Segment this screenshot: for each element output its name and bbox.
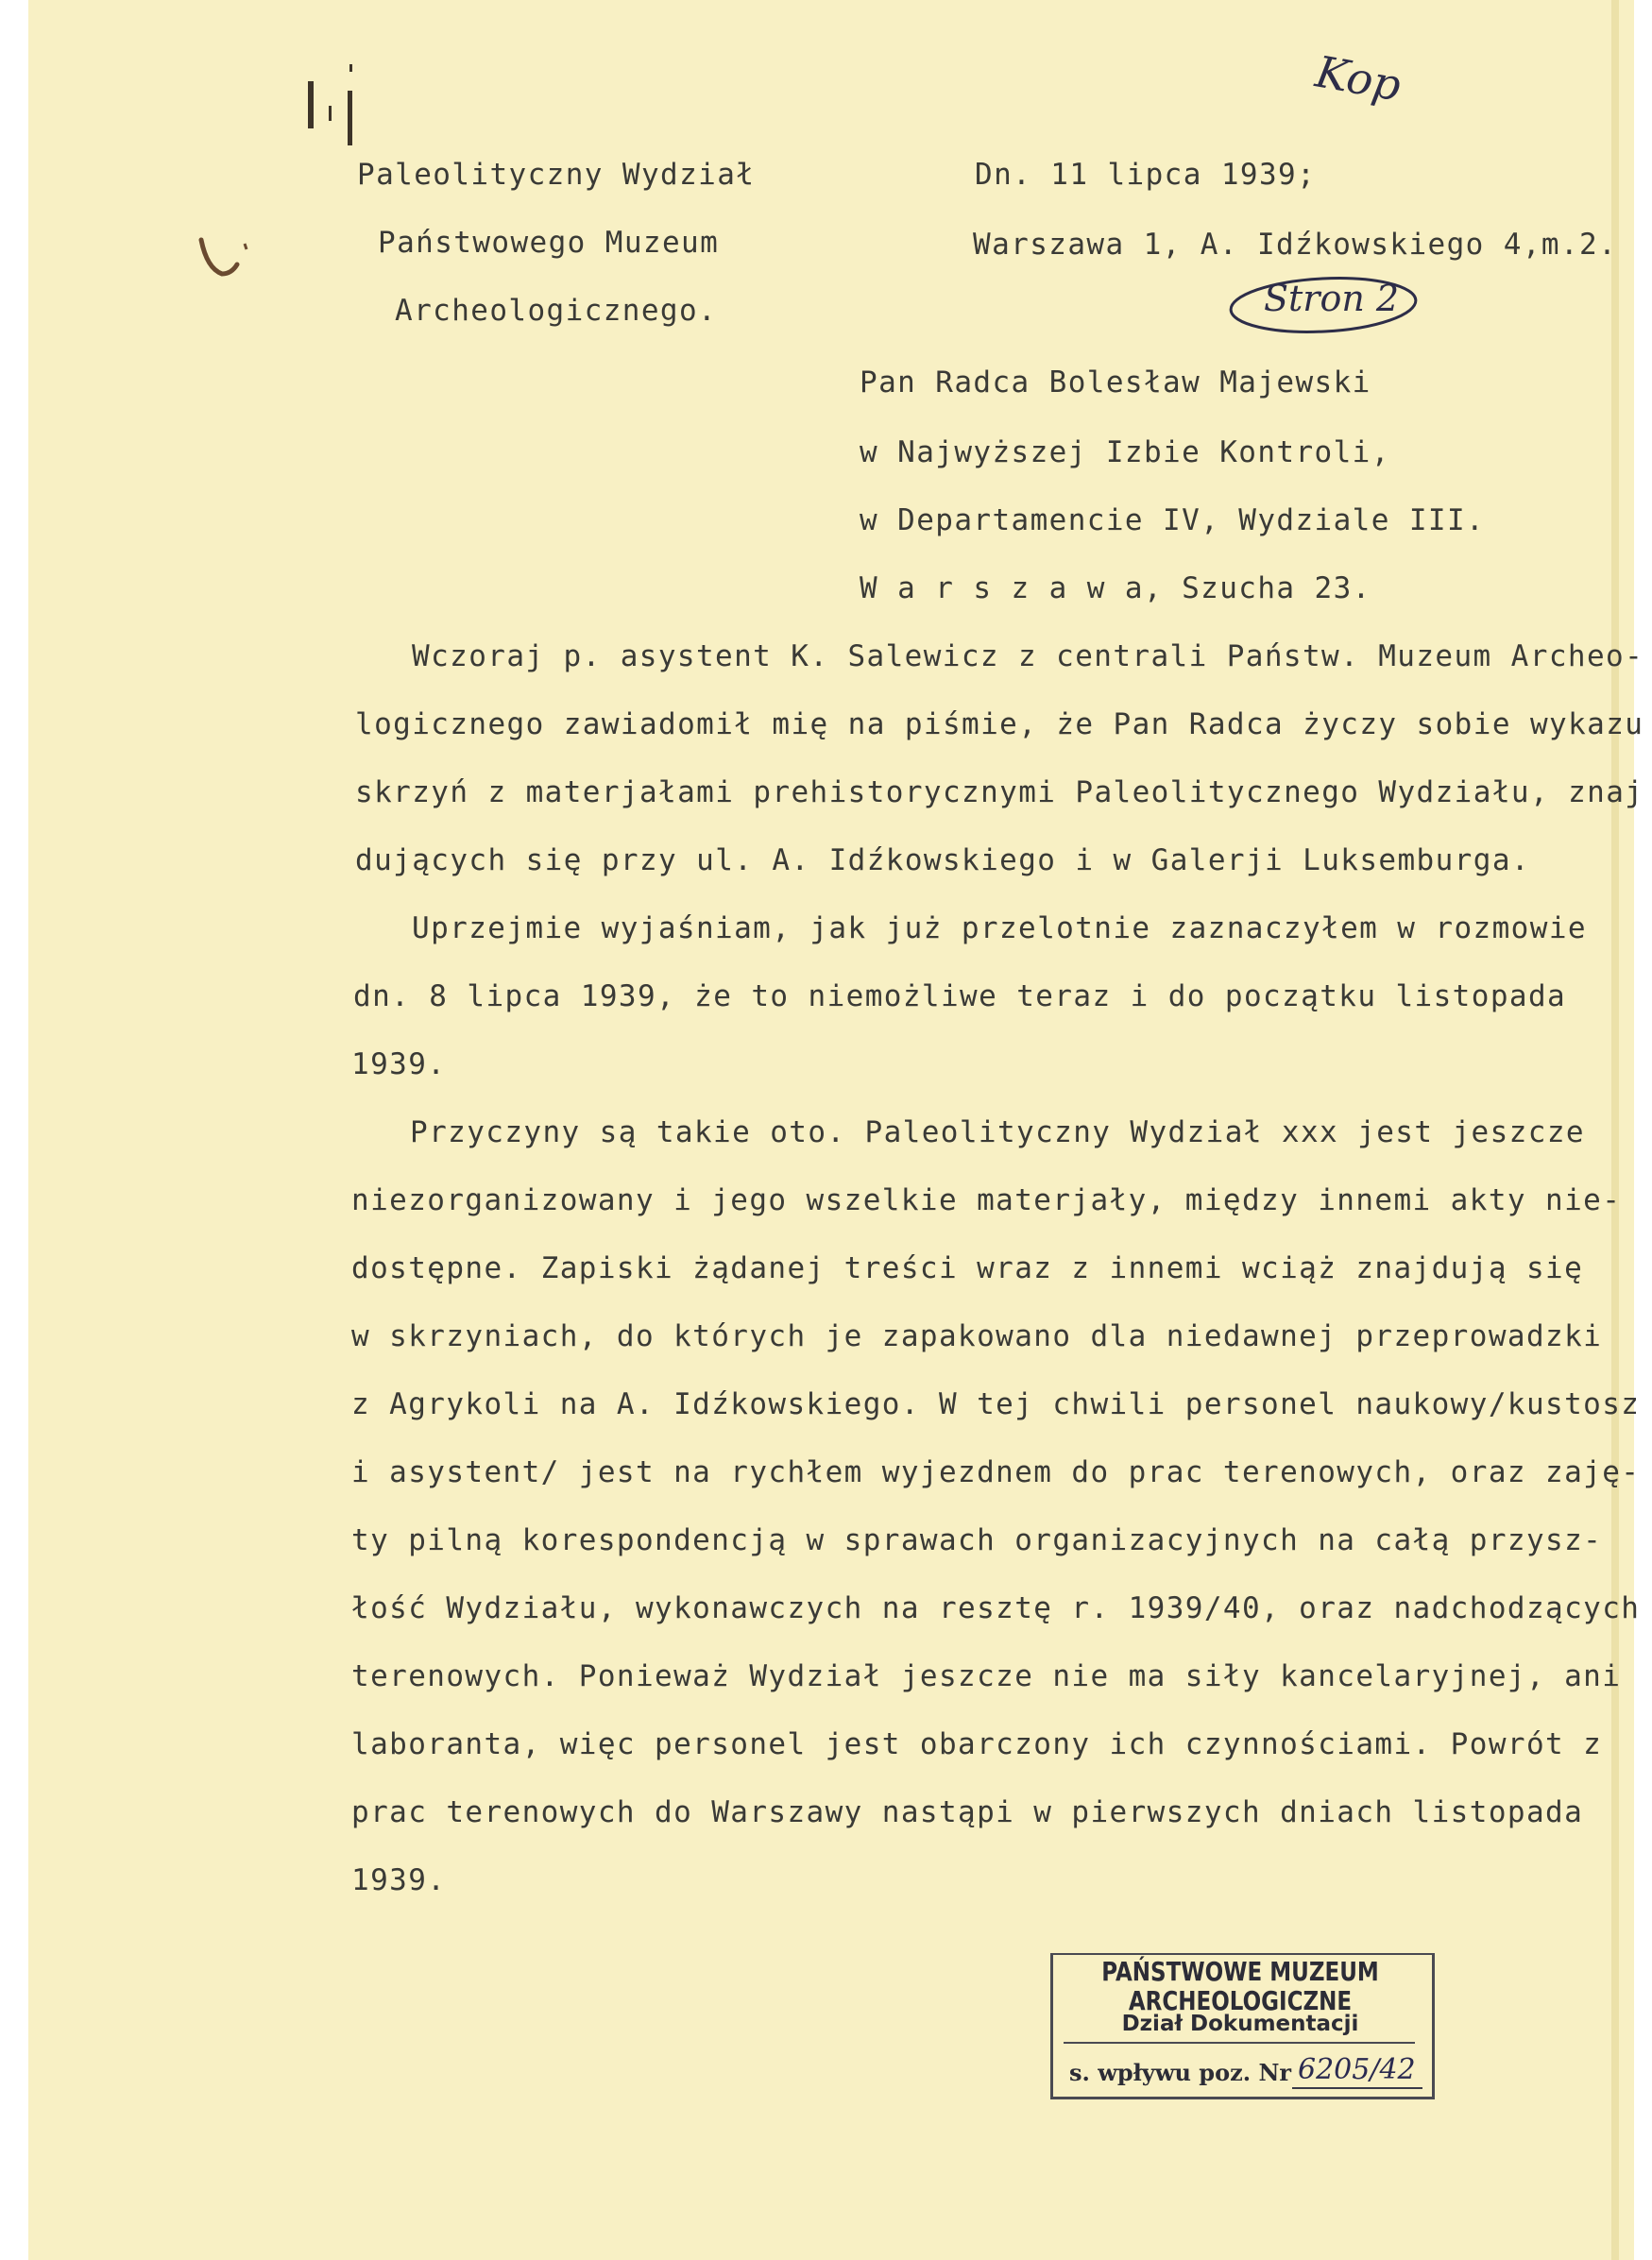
binding-mark [329, 106, 332, 121]
stamp-institution: PAŃSTWOWE MUZEUM ARCHEOLOGICZNE [1101, 1957, 1379, 2017]
body-line: dujących się przy ul. A. Idźkowskiego i w Galerji Luksemburga. [355, 843, 1530, 877]
sender-line-3: Archeologicznego. [395, 294, 718, 328]
body-line: ty pilną korespondencją w sprawach organizacyjnych na całą przysz- [351, 1523, 1603, 1557]
body-line: Przyczyny są takie oto. Paleolityczny Wydział xxx jest jeszcze [410, 1115, 1585, 1149]
stamp-entry-label: s. wpływu poz. Nr [1069, 2059, 1292, 2086]
body-line: Uprzejmie wyjaśniam, jak już przelotnie zaznaczyłem w rozmowie [412, 911, 1587, 945]
body-line: laboranta, więc personel jest obarczony ich czynnościami. Powrót z [351, 1727, 1603, 1761]
body-line: prac terenowych do Warszawy nastąpi w pierwszych dniach listopada [351, 1795, 1584, 1829]
body-line: dostępne. Zapiski żądanej treści wraz z innemi wciąż znajdują się [351, 1251, 1584, 1285]
binding-mark [348, 91, 352, 145]
body-line: i asystent/ jest na rychłem wyjezdnem do prac terenowych, oraz zaję- [351, 1455, 1641, 1489]
body-line: Wczoraj p. asystent K. Salewicz z centrali Państw. Muzeum Archeo- [412, 639, 1644, 673]
letter-date: Dn. 11 lipca 1939; [975, 158, 1317, 192]
recipient-line-4: W a r s z a w a, Szucha 23. [860, 571, 1371, 605]
handwritten-page-count-note: Stron 2 [1264, 278, 1400, 319]
sender-line-1: Paleolityczny Wydział [357, 158, 756, 192]
binding-mark [308, 81, 314, 128]
stamp-department: Dział Dokumentacji [1121, 2012, 1359, 2036]
body-line: 1939. [351, 1047, 447, 1081]
archive-stamp [1050, 1953, 1433, 2106]
stamp-number-underline [1292, 2087, 1422, 2089]
sender-line-2: Państwowego Muzeum [378, 226, 720, 260]
checkmark-pencil-mark [194, 225, 260, 291]
body-line: łość Wydziału, wykonawczych na resztę r. 1939/40, oraz nadchodzących [351, 1591, 1641, 1625]
body-line: w skrzyniach, do których je zapakowano dla niedawnej przeprowadzki [351, 1319, 1603, 1353]
body-line: skrzyń z materjałami prehistorycznymi Paleolitycznego Wydziału, znaj [355, 775, 1644, 809]
recipient-line-2: w Najwyższej Izbie Kontroli, [860, 435, 1390, 469]
stamp-divider [1064, 2042, 1415, 2044]
sender-address: Warszawa 1, A. Idźkowskiego 4,m.2. [973, 228, 1618, 262]
recipient-line-1: Pan Radca Bolesław Majewski [860, 365, 1371, 399]
body-line: niezorganizowany i jego wszelkie materjały, między innemi akty nie- [351, 1183, 1622, 1217]
body-line: 1939. [351, 1863, 447, 1897]
recipient-line-3: w Departamencie IV, Wydziale III. [860, 503, 1486, 537]
stamp-entry-number: 6205/42 [1298, 2053, 1416, 2086]
handwritten-kop-note: Kop [1311, 45, 1405, 111]
page-edge-shadow [1611, 0, 1619, 2260]
body-line: z Agrykoli na A. Idźkowskiego. W tej chwili personel naukowy/kustosz [351, 1387, 1641, 1421]
binding-mark [349, 64, 352, 72]
body-line: dn. 8 lipca 1939, że to niemożliwe teraz i do początku listopada [353, 979, 1567, 1013]
body-line: terenowych. Ponieważ Wydział jeszcze nie ma siły kancelaryjnej, ani [351, 1659, 1622, 1693]
body-line: logicznego zawiadomił mię na piśmie, że Pan Radca życzy sobie wykazu [355, 707, 1644, 741]
